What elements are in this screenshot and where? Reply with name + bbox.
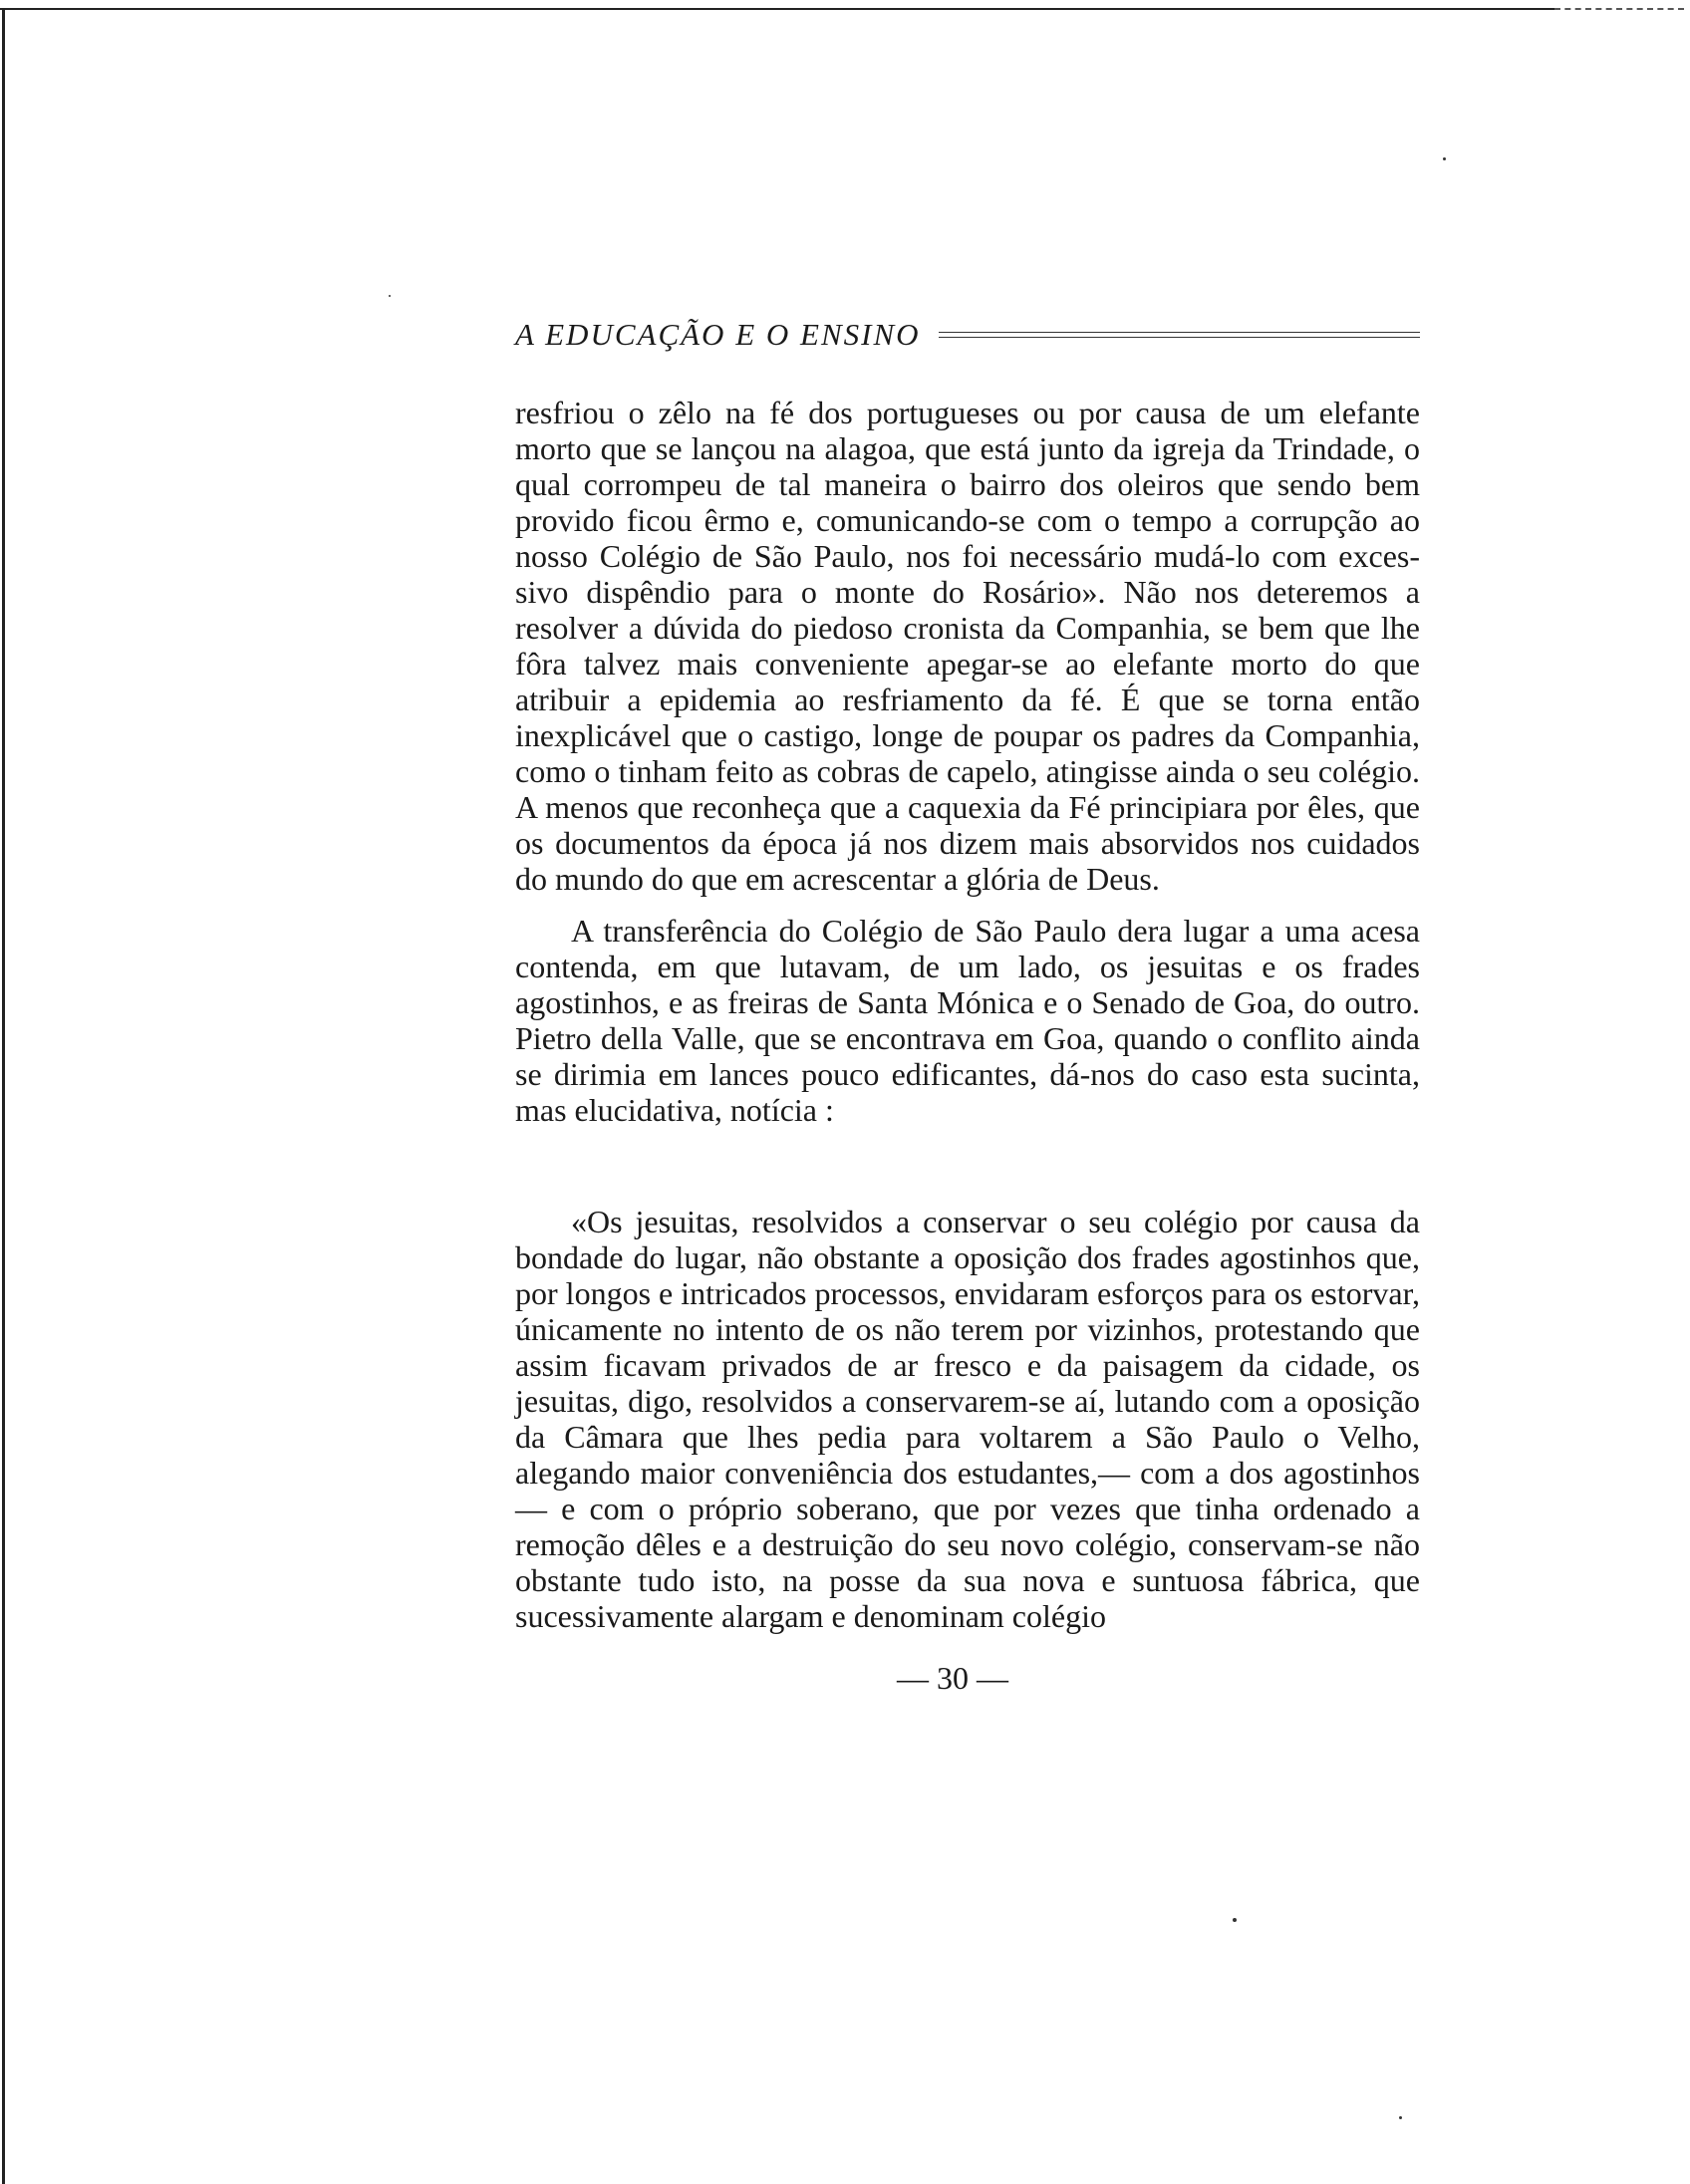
paragraph-transfer: A transferência do Colégio de São Paulo dera lugar a uma acesa contenda, em que lutavam, de um lado, os jesuitas e os frades agostinhos, e as freiras de Santa Mónica e o Senado de Goa, do outro. Pietro della Valle, que se encontrava em Goa, quando o conflito ainda se dirimia em lances pouco edificantes, dá-nos do caso esta sucinta, mas elucidativa, notícia : [515,913,1420,1128]
scan-speck [1443,157,1446,160]
scan-speck [389,295,391,297]
scan-edge-top-dash [1554,8,1684,10]
running-head [515,317,1420,353]
paragraph-continuation: resfriou o zêlo na fé dos portugueses ou por causa de um elefante morto que se lançou na alagoa, que está junto da igreja da Trindade, o qual corrompeu de tal maneira o bairro dos oleiros que sendo bem provido ficou êrmo e, comunicando-se com o tempo a corrupção ao nosso Colégio de São Paulo, nos foi necessário mudá-lo com excessivo dispêndio para o monte do Rosário». Não nos deteremos a resolver a dúvida do piedoso cronista da Companhia, se bem que lhe fôra talvez mais conveniente apegar-se ao elefante morto do que atribuir a epidemia ao resfriamento da fé. É que se torna então inexplicável que o castigo, longe de poupar os padres da Companhia, como o tinham feito as cobras de capelo, atingisse ainda o seu colégio. A menos que reconheça que a caquexia da Fé principiara por êles, que os documentos da época já nos dizem mais absorvidos nos cuidados do mundo do que em acrescentar a glória de Deus. [515,395,1420,897]
book-page [515,317,1420,1697]
scan-speck [1233,1918,1237,1922]
scan-speck [1399,2116,1402,2119]
running-head-rule [939,332,1420,338]
paragraph-quotation: «Os jesuitas, resolvidos a conservar o seu colégio por causa da bondade do lugar, não obstante a oposição dos frades agostinhos que, por longos e intricados processos, envidaram esforços para os estorvar, únicamente no intento de os não terem por vizinhos, protestando que assim ficavam privados de ar fresco e da paisagem da cidade, os jesuitas, digo, resolvidos a conservarem-se aí, lutando com a oposição da Câmara que lhes pedia para voltarem a São Paulo o Velho, alegando maior conveniência dos estudantes,— com a dos agostinhos — e com o próprio soberano, que por vezes que tinha ordenado a remoção dêles e a destruição do seu novo colégio, conservam-se não obstante tudo isto, na posse da sua nova e suntuosa fábrica, que sucessivamente alargam e denominam colégio [515,1204,1420,1634]
page-number: — 30 — [897,1660,1008,1696]
scan-edge-top [0,8,1554,10]
scan-edge-left [2,8,5,2184]
running-head-title: A EDUCAÇÃO E O ENSINO [515,317,921,352]
